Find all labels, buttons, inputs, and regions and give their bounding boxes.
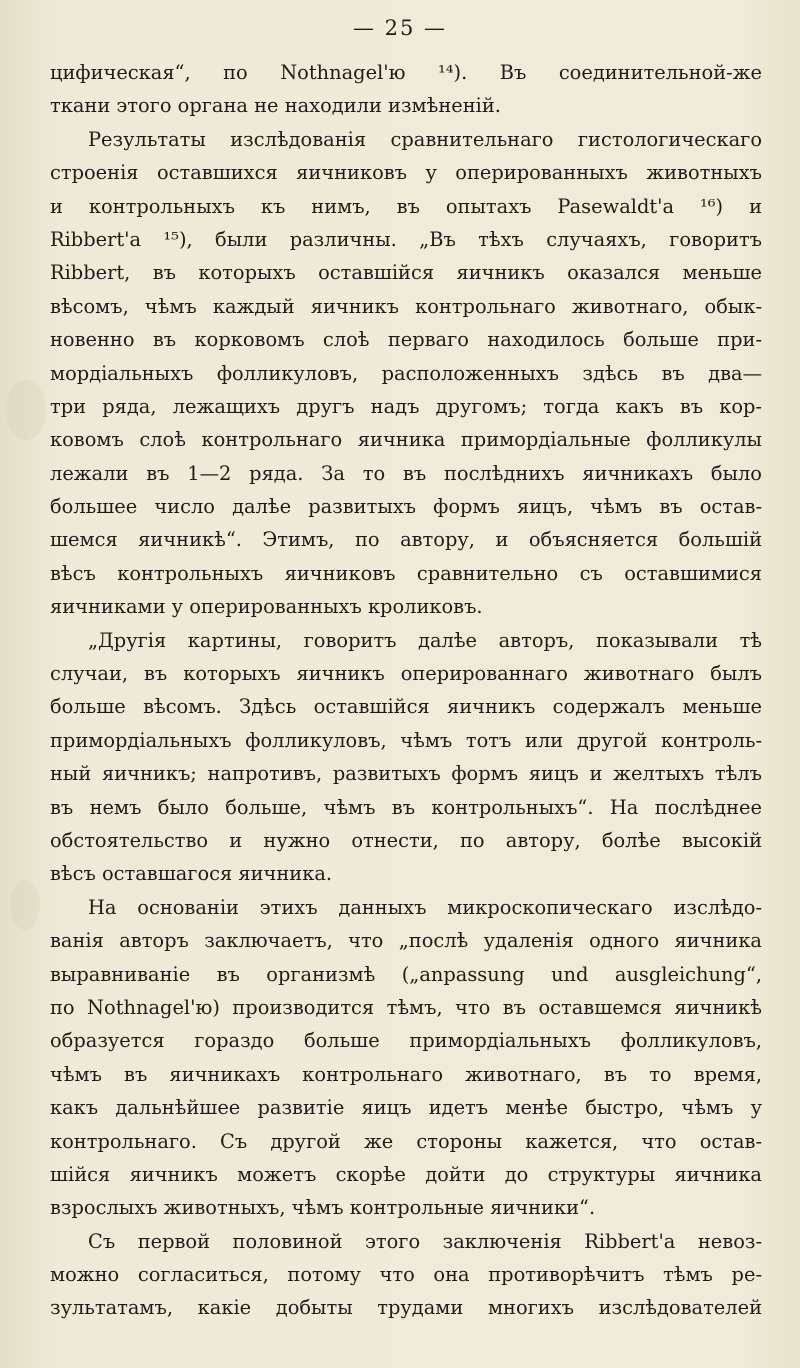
text-line: строенія оставшихся яичниковъ у оперированныхъ животныхъ	[50, 161, 762, 185]
text-line: лежали въ 1—2 ряда. За то въ послѣднихъ яичникахъ было	[50, 461, 762, 485]
text-line: „Другія картины, говоритъ далѣе авторъ, показывали тѣ	[88, 628, 762, 652]
text-line: яичниками у оперированныхъ кроликовъ.	[50, 595, 483, 619]
text-line: мордіальныхъ фолликуловъ, расположенныхъ здѣсь въ два—	[50, 361, 762, 385]
text-line: На основаніи этихъ данныхъ микроскопическаго изслѣдо-	[88, 895, 762, 919]
text-line: вѣсъ оставшагося яичника.	[50, 862, 333, 886]
paper-stain	[6, 380, 46, 440]
text-line: Ribbert'a ¹⁵), были различны. „Въ тѣхъ случаяхъ, говоритъ	[50, 227, 762, 251]
text-line: образуется гораздо больше примордіальныхъ фолликуловъ,	[50, 1029, 762, 1053]
text-line: чѣмъ въ яичникахъ контрольнаго животнаго, въ то время,	[50, 1062, 762, 1086]
text-line: шійся яичникъ можетъ скорѣе дойти до структуры яичника	[50, 1162, 762, 1186]
text-line: вѣсомъ, чѣмъ каждый яичникъ контрольнаго животнаго, обык-	[50, 294, 762, 318]
text-line: Съ первой половиной этого заключенія Ribbert'a невоз-	[88, 1229, 762, 1253]
body-text	[50, 56, 762, 1325]
text-line: взрослыхъ животныхъ, чѣмъ контрольные яичники“.	[50, 1196, 596, 1220]
text-line: ный яичникъ; напротивъ, развитыхъ формъ яицъ и желтыхъ тѣлъ	[50, 762, 762, 786]
text-line: въ немъ было больше, чѣмъ въ контрольныхъ“. На послѣднее	[50, 795, 762, 819]
text-line: контрольнаго. Съ другой же стороны кажется, что остав-	[50, 1129, 762, 1153]
text-line: шемся яичникѣ“. Этимъ, по автору, и объясняется большій	[50, 528, 762, 552]
text-line: и контрольныхъ къ нимъ, въ опытахъ Pasewaldt'a ¹⁶) и	[50, 194, 762, 218]
text-line: какъ дальнѣйшее развитіе яицъ идетъ менѣе быстро, чѣмъ у	[50, 1096, 762, 1120]
text-line: Ribbert, въ которыхъ оставшійся яичникъ оказался меньше	[50, 261, 762, 285]
paper-stain	[10, 880, 40, 930]
text-line: зультатамъ, какіе добыты трудами многихъ изслѣдователей	[50, 1296, 762, 1320]
text-line: по Nothnagel'ю) производится тѣмъ, что въ оставшемся яичникѣ	[50, 995, 762, 1019]
text-line: примордіальныхъ фолликуловъ, чѣмъ тотъ или другой контроль-	[50, 728, 762, 752]
text-line: Результаты изслѣдованія сравнительнаго гистологическаго	[88, 127, 762, 151]
text-line: случаи, въ которыхъ яичникъ оперированнаго животнаго былъ	[50, 662, 762, 686]
text-line: выравниваніе въ организмѣ („anpassung und ausgleichung“,	[50, 962, 762, 986]
text-line: ковомъ слоѣ контрольнаго яичника примордіальные фолликулы	[50, 428, 762, 452]
page-number: — 25 —	[352, 16, 448, 40]
text-line: новенно въ корковомъ слоѣ перваго находилось больше при-	[50, 328, 762, 352]
text-line: можно согласиться, потому что она противорѣчитъ тѣмъ ре-	[50, 1263, 762, 1287]
text-line: вѣсъ контрольныхъ яичниковъ сравнительно съ оставшимися	[50, 561, 762, 585]
text-line: ткани этого органа не находили измѣненій.	[50, 94, 501, 118]
text-line: ванія авторъ заключаетъ, что „послѣ удаленія одного яичника	[50, 929, 762, 953]
text-line: большее число далѣе развитыхъ формъ яицъ, чѣмъ въ остав-	[50, 495, 762, 519]
text-line: обстоятельство и нужно отнести, по автору, болѣе высокій	[50, 828, 762, 852]
text-line: больше вѣсомъ. Здѣсь оставшійся яичникъ содержалъ меньше	[50, 695, 762, 719]
text-line: три ряда, лежащихъ другъ надъ другомъ; тогда какъ въ кор-	[50, 394, 762, 418]
text-line: цифическая“, по Nothnagel'ю ¹⁴). Въ соединительной-же	[50, 61, 762, 84]
